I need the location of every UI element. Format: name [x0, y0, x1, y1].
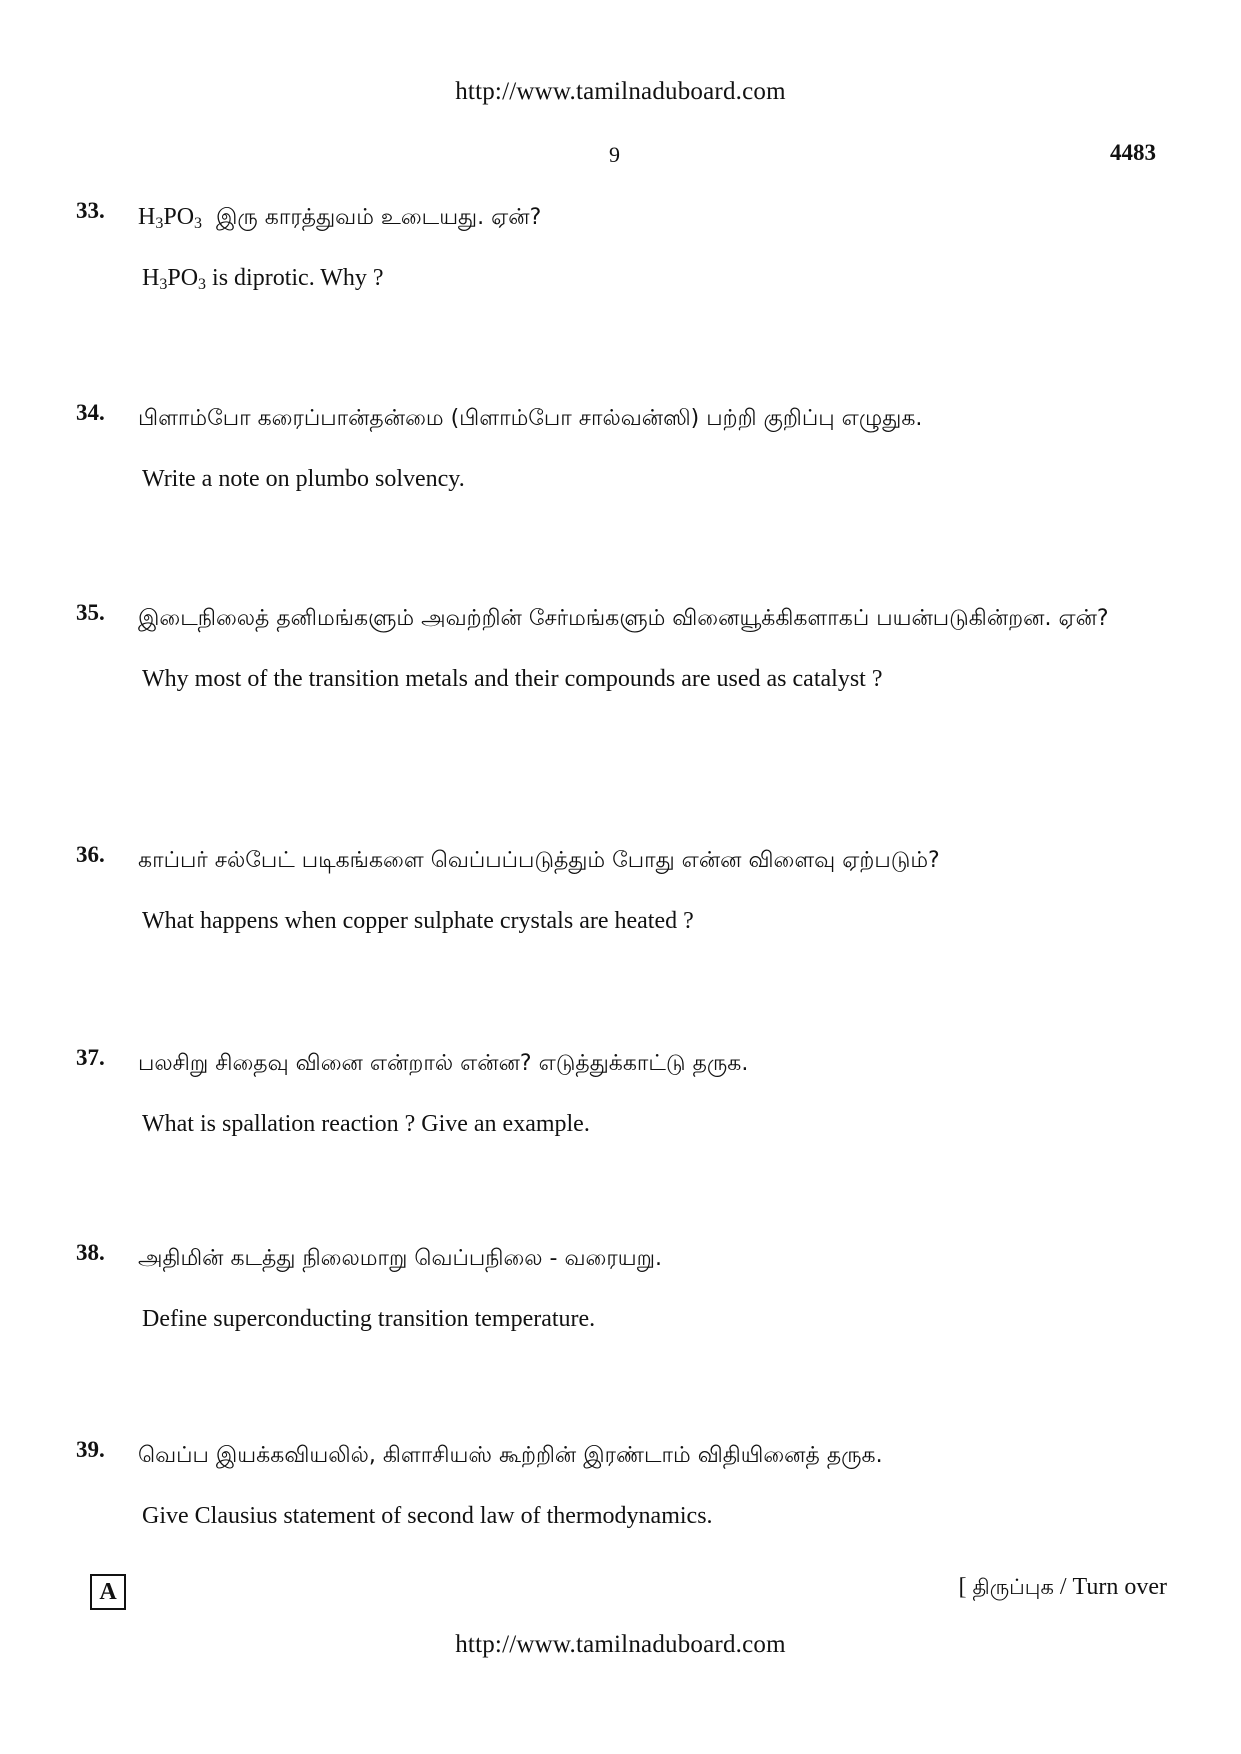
- formula-h3po3: $H_3PO_3$: [138, 204, 203, 232]
- question-english: Define superconducting transition temperature.: [142, 1306, 596, 1332]
- question-english: [142, 263, 1156, 293]
- version-box: A: [90, 1574, 126, 1610]
- question-33: [76, 198, 1156, 293]
- question-number: 33.: [76, 198, 105, 223]
- question-36: [76, 842, 1156, 936]
- question-english: Give Clausius statement of second law of thermodynamics.: [142, 1503, 713, 1529]
- question-number: 39.: [76, 1437, 105, 1462]
- question-tamil: அதிமின் கடத்து நிலைமாறு வெப்பநிலை - வரையறு.: [138, 1246, 662, 1271]
- question-tamil: [138, 198, 1148, 237]
- question-english-text: is diprotic. Why ?: [212, 265, 384, 291]
- question-tamil: பலசிறு சிதைவு வினை என்றால் என்ன? எடுத்துக்காட்டு தருக.: [138, 1051, 749, 1076]
- question-tamil-text: இரு காரத்துவம் உடையது. ஏன்?: [216, 205, 542, 230]
- turn-over-english: / Turn over: [1053, 1574, 1167, 1600]
- question-number: 36.: [76, 842, 105, 867]
- question-tamil: பிளாம்போ கரைப்பான்தன்மை (பிளாம்போ சால்வன்ஸி) பற்றி குறிப்பு எழுதுக.: [138, 406, 923, 431]
- question-english: Why most of the transition metals and their compounds are used as catalyst ?: [142, 666, 883, 692]
- question-tamil: காப்பர் சல்பேட் படிகங்களை வெப்பப்படுத்தும் போது என்ன விளைவு ஏற்படும்?: [138, 848, 940, 873]
- question-number: 34.: [76, 400, 105, 425]
- page-number: 9: [609, 142, 620, 167]
- paper-code: 4483: [1110, 140, 1156, 165]
- turn-over-bracket: [: [958, 1574, 973, 1600]
- question-number: 37.: [76, 1045, 105, 1070]
- formula-h3po3: $H_3PO_3$: [142, 265, 207, 293]
- question-34: [76, 400, 1156, 494]
- question-38: [76, 1240, 1156, 1334]
- question-number: 35.: [76, 600, 105, 625]
- question-37: [76, 1045, 1156, 1139]
- question-39: [76, 1437, 1156, 1531]
- turn-over-note: [959, 1574, 1167, 1602]
- question-tamil: இடைநிலைத் தனிமங்களும் அவற்றின் சேர்மங்களும் வினையூக்கிகளாகப் பயன்படுகின்றன. ஏன்?: [138, 606, 1109, 631]
- header-url: http://www.tamilnaduboard.com: [455, 78, 786, 105]
- question-english: What happens when copper sulphate crystals are heated ?: [142, 908, 694, 934]
- question-35: [76, 600, 1156, 694]
- question-tamil: வெப்ப இயக்கவியலில், கிளாசியஸ் கூற்றின் இரண்டாம் விதியினைத் தருக.: [138, 1443, 883, 1468]
- question-english: What is spallation reaction ? Give an example.: [142, 1111, 590, 1137]
- question-english: Write a note on plumbo solvency.: [142, 466, 465, 492]
- footer-url: http://www.tamilnaduboard.com: [455, 1631, 786, 1658]
- question-number: 38.: [76, 1240, 105, 1265]
- turn-over-tamil: திருப்புக: [972, 1575, 1054, 1599]
